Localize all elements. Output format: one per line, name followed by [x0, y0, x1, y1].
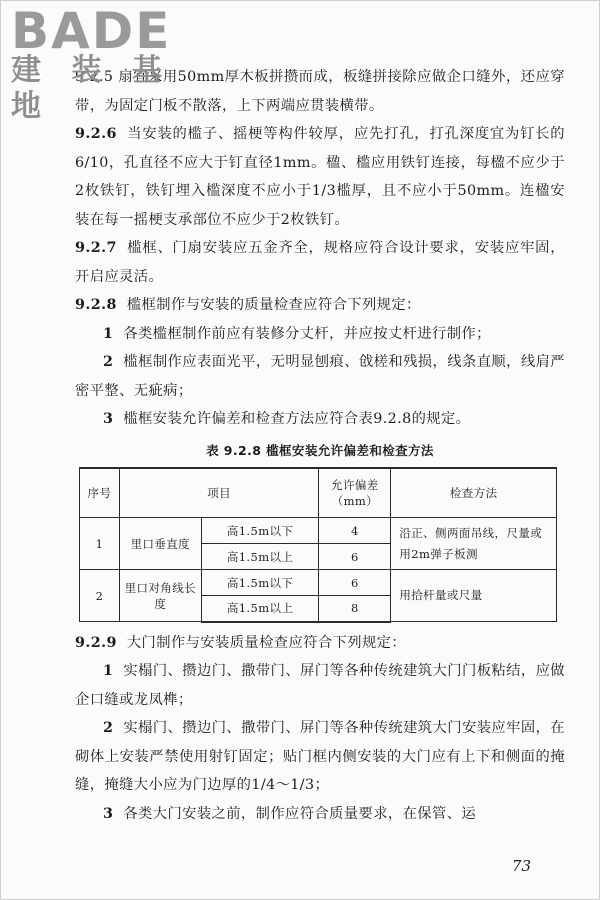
list-item — [75, 714, 565, 800]
header-seq: 序号 — [80, 468, 120, 518]
paragraph-928 — [75, 291, 565, 320]
item-text: 实榻门、攒边门、撒带门、屏门等各种传统建筑大门安装应牢固，在砌体上安装严禁使用射钉固定；贴门框内侧安装的大门应有上下和侧面的掩缝，掩缝大小应为门边厚的1/4～1/3； — [75, 720, 565, 793]
body-text — [75, 63, 565, 828]
cell-item: 里口垂直度 — [119, 518, 201, 570]
brand-logo — [7, 2, 182, 124]
cell-condition: 高1.5m以上 — [201, 596, 319, 622]
item-number: 2 — [103, 720, 114, 736]
list-item — [75, 405, 565, 434]
list-item — [75, 348, 565, 405]
cell-seq: 1 — [80, 518, 120, 570]
clause-number: 9.2.7 — [75, 240, 117, 256]
clause-number: 9.2.9 — [75, 634, 117, 651]
logo-wordmark: BADE — [11, 2, 172, 60]
cell-seq: 2 — [80, 570, 120, 622]
item-text: 槛框安装允许偏差和检查方法应符合表9.2.8的规定。 — [123, 411, 471, 427]
item-number: 1 — [103, 663, 114, 679]
cell-condition: 高1.5m以下 — [201, 570, 319, 596]
logo-subtitle: 建 装 基 地 — [11, 53, 172, 124]
cell-item: 里口对角线长度 — [119, 570, 201, 622]
table-header-row — [80, 468, 557, 518]
clause-number: 9.2.6 — [75, 126, 117, 142]
cell-method: 用拾杆量或尺量 — [391, 570, 557, 622]
paragraph-text: 槛框制作与安装的质量检查应符合下列规定： — [126, 297, 421, 313]
cell-method: 沿正、侧两面吊线，尺量或用2m弹子板测 — [391, 518, 557, 570]
item-text: 各类槛框制作前应有装修分丈杆，并应按丈杆进行制作； — [123, 325, 491, 342]
table-row — [80, 570, 557, 596]
item-number: 2 — [103, 354, 114, 370]
item-text: 实榻门、攒边门、撒带门、屏门等各种传统建筑大门门板粘结，应做企口缝或龙凤榫； — [75, 663, 565, 708]
item-number: 1 — [103, 325, 114, 342]
item-text: 各类大门安装之前，制作应符合质量要求，在保管、运 — [123, 805, 477, 822]
header-item: 项目 — [119, 468, 319, 518]
list-item — [75, 320, 565, 349]
page-number: 73 — [511, 857, 531, 875]
list-item — [75, 657, 565, 714]
paragraph-text: 大门制作与安装质量检查应符合下列规定： — [126, 634, 407, 651]
cell-deviation: 6 — [319, 544, 391, 570]
header-method: 检查方法 — [391, 468, 557, 518]
cell-deviation: 8 — [319, 596, 391, 622]
item-number: 3 — [103, 805, 114, 822]
paragraph-929 — [75, 629, 565, 658]
list-item — [75, 800, 565, 829]
clause-number: 9.2.8 — [75, 297, 117, 313]
cell-deviation: 4 — [319, 518, 391, 544]
paragraph-926 — [75, 120, 565, 234]
paragraph-927 — [75, 234, 565, 291]
table-caption: 表 9.2.8 槛框安装允许偏差和检查方法 — [206, 442, 434, 458]
paragraph-text: 9.2.5 扇宜采用50mm厚木板拼攒而成，板缝拼接除应做企口缝外，还应穿带，为固定门板不散落，上下两端应贯装横带。 — [75, 69, 565, 114]
table-row — [80, 518, 557, 544]
cell-deviation: 6 — [319, 570, 391, 596]
paragraph-text: 当安装的槛子、摇梗等构件较厚，应先打孔，打孔深度宜为钉长的6/10，孔直径不应大于钉直径1mm。楹、槛应用铁钉连接，每楹不应少于2枚铁钉，铁钉埋入槛深度不应小于1/3槛厚，且不应小于50mm。连楹安装在每一摇梗支承部位不应少于2枚铁钉。 — [75, 126, 565, 228]
cell-condition: 高1.5m以上 — [201, 544, 319, 570]
item-text: 槛框制作应表面光平，无明显刨痕、戗槎和残损，线条直顺，线肩严密平整、无疵病； — [75, 354, 565, 399]
cell-condition: 高1.5m以下 — [201, 518, 319, 544]
header-deviation: 允许偏差（mm） — [319, 468, 391, 518]
item-number: 3 — [103, 411, 114, 427]
tolerance-table — [79, 467, 557, 623]
paragraph-text: 槛框、门扇安装应五金齐全，规格应符合设计要求，安装应牢固，开启应灵活。 — [75, 240, 565, 285]
